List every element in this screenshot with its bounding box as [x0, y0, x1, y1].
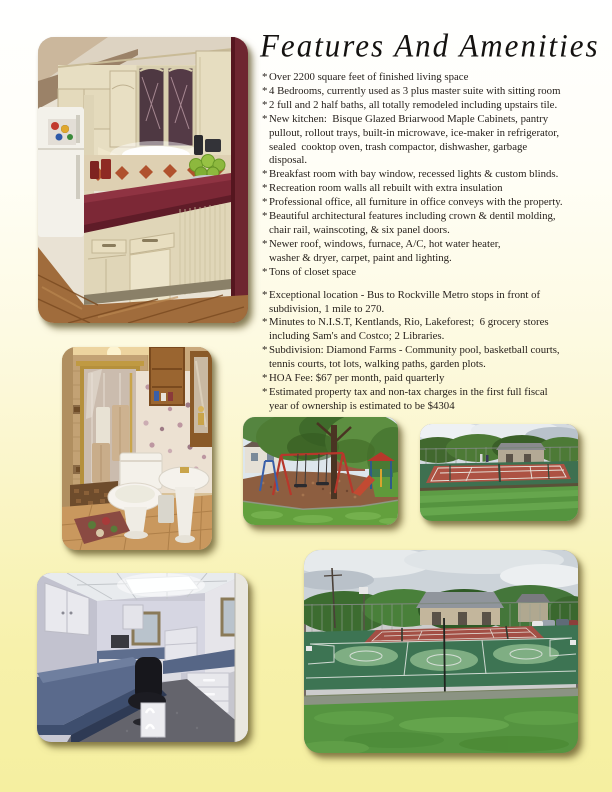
bullet-text: chair rail, wainscoting, & six panel doors.: [269, 223, 450, 236]
bullet-marker: *: [262, 98, 268, 111]
playground-photo-image: [243, 417, 398, 525]
feature-line: [262, 210, 610, 224]
bullet-text: tennis courts, tot lots, walking paths, garden plots.: [269, 358, 486, 371]
location-line: [262, 289, 610, 303]
bullet-text: Subdivision: Diamond Farms - Community pool, basketball courts,: [269, 344, 560, 357]
bullet-text: 4 Bedrooms, currently used as 3 plus master suite with sitting room: [269, 84, 561, 97]
location-line: [262, 330, 610, 344]
bullet-text: Tons of closet space: [269, 265, 357, 278]
bullet-marker: *: [262, 196, 268, 209]
feature-line: [262, 127, 610, 141]
tennis-court-photo-image: [420, 424, 578, 521]
bullet-marker: *: [262, 265, 268, 278]
community-courts-photo: [304, 550, 578, 753]
tennis-court-photo: [420, 424, 578, 521]
feature-line: [262, 168, 610, 182]
bullet-text: Breakfast room with bay window, recessed lights & custom blinds.: [269, 168, 559, 181]
feature-line: [262, 113, 610, 127]
features-list: [262, 71, 610, 280]
bullet-text: washer & dryer, carpet, paint and lighting.: [269, 251, 452, 264]
location-line: [262, 400, 610, 414]
bullet-text: including Sam's and Costco; 2 Libraries.: [269, 330, 445, 343]
bullet-text: Exceptional location - Bus to Rockville Metro stops in front of: [269, 288, 541, 301]
location-line: [262, 316, 610, 330]
playground-photo: [243, 417, 398, 525]
bullet-text: subdivision, 1 mile to 270.: [269, 302, 385, 315]
bullet-marker: *: [262, 210, 268, 223]
bullet-text: year of ownership is estimated to be $4304: [269, 399, 455, 412]
bullet-text: Beautiful architectural features including crown & dentil molding,: [269, 210, 556, 223]
bullet-text: disposal.: [269, 154, 308, 167]
feature-line: [262, 85, 610, 99]
kitchen-photo-image: [38, 37, 248, 323]
bullet-text: Recreation room walls all rebuilt with extra insulation: [269, 182, 503, 195]
bullet-marker: *: [262, 168, 268, 181]
location-list: [262, 289, 610, 414]
bullet-text: pullout, rollout trays, built-in microwave, ice-maker in refrigerator,: [269, 126, 560, 139]
feature-line: [262, 238, 610, 252]
bullet-marker: *: [262, 182, 268, 195]
office-photo: [37, 573, 248, 742]
bathroom-photo-image: [62, 347, 212, 550]
bullet-marker: *: [262, 344, 268, 357]
office-photo-image: [37, 573, 248, 742]
bullet-text: sealed cooktop oven, trash compactor, dishwasher, garbage: [269, 140, 528, 153]
bullet-marker: *: [262, 288, 268, 301]
bullet-text: HOA Fee: $67 per month, paid quarterly: [269, 372, 445, 385]
bullet-marker: *: [262, 316, 268, 329]
feature-line: [262, 71, 610, 85]
bullet-text: Estimated property tax and non-tax charges in the first full fiscal: [269, 385, 548, 398]
feature-line: [262, 99, 610, 113]
bathroom-photo: [62, 347, 212, 550]
bullet-marker: *: [262, 237, 268, 250]
page-title: Features And Amenities: [260, 27, 600, 64]
feature-line: [262, 196, 610, 210]
bullet-marker: *: [262, 112, 268, 125]
location-line: [262, 344, 610, 358]
feature-line: [262, 141, 610, 155]
bullet-marker: *: [262, 84, 268, 97]
bullet-marker: *: [262, 71, 268, 83]
feature-line: [262, 266, 610, 280]
location-line: [262, 386, 610, 400]
location-line: [262, 303, 610, 317]
text-column: [262, 71, 610, 414]
feature-line: [262, 252, 610, 266]
bullet-text: Over 2200 square feet of finished living space: [269, 71, 469, 83]
location-line: [262, 372, 610, 386]
bullet-text: Professional office, all furniture in office conveys with the property.: [269, 196, 563, 209]
bullet-text: Newer roof, windows, furnace, A/C, hot water heater,: [269, 237, 501, 250]
feature-line: [262, 182, 610, 196]
location-line: [262, 358, 610, 372]
bullet-marker: *: [262, 385, 268, 398]
bullet-text: Minutes to N.I.S.T, Kentlands, Rio, Lakeforest; 6 grocery stores: [269, 316, 549, 329]
bullet-text: 2 full and 2 half baths, all totally remodeled including upstairs tile.: [269, 98, 558, 111]
bullet-marker: *: [262, 372, 268, 385]
bullet-text: New kitchen: Bisque Glazed Briarwood Maple Cabinets, pantry: [269, 112, 549, 125]
kitchen-photo: [38, 37, 248, 323]
feature-line: [262, 154, 610, 168]
community-courts-photo-image: [304, 550, 578, 753]
feature-line: [262, 224, 610, 238]
